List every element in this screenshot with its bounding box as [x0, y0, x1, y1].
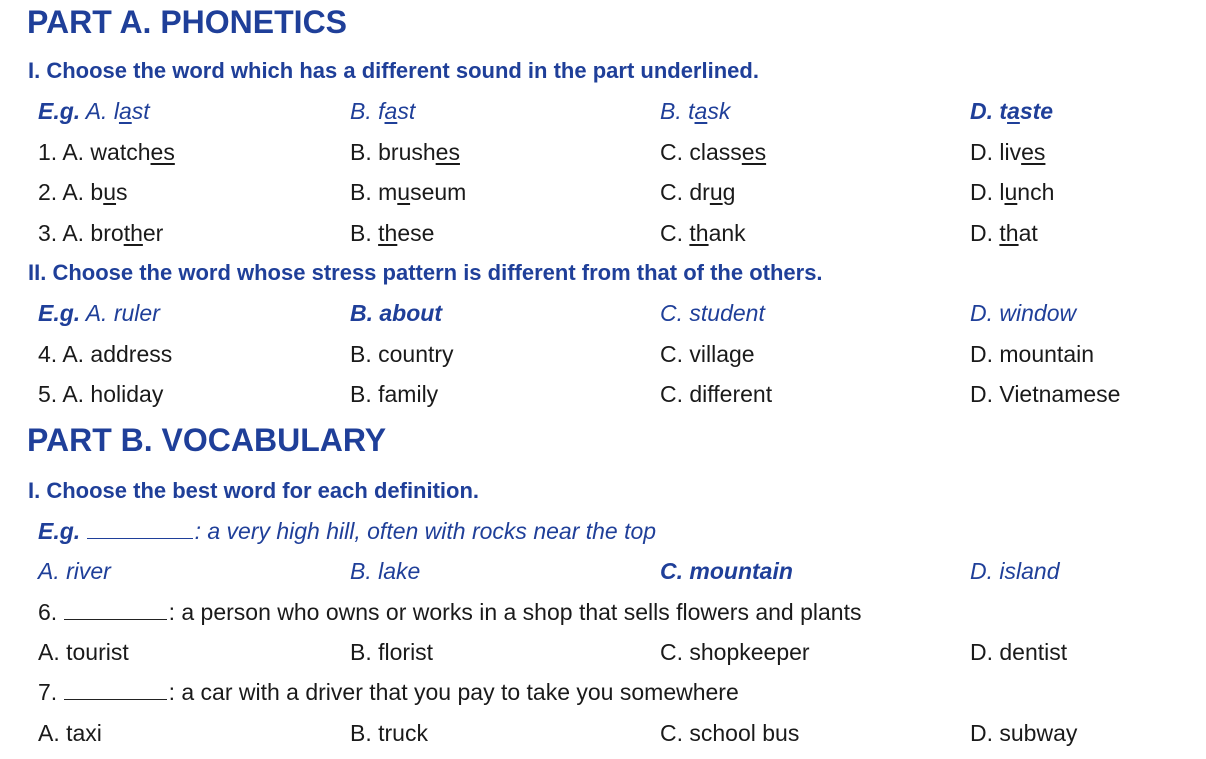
q7-option-b[interactable]: B. truck — [350, 720, 428, 746]
vocab-example-option-b: B. lake — [350, 558, 421, 584]
q5-option-d[interactable]: D. Vietnamese — [970, 381, 1121, 407]
part-b-title: PART B. VOCABULARY — [27, 422, 387, 458]
part-b-instruction-1: I. Choose the best word for each definition. — [28, 478, 480, 503]
q4-option-c[interactable]: C. village — [660, 341, 755, 367]
question-row-4 — [0, 337, 1206, 371]
q6-definition: 6. : a person who owns or works in a shop that sells flowers and plants — [38, 595, 862, 629]
example-option-a: E.g. A. last — [38, 98, 150, 124]
part-a-instruction-2: II. Choose the word whose stress pattern is different from that of the others. — [28, 260, 823, 285]
question-row-3 — [0, 216, 1206, 250]
vocab-example-option-d: D. island — [970, 558, 1060, 584]
q6-options — [0, 635, 1206, 669]
q6-option-d[interactable]: D. dentist — [970, 639, 1068, 665]
q2-option-d[interactable]: D. lunch — [970, 179, 1055, 205]
example-label: E.g. — [38, 98, 81, 124]
part-a-instruction-1: I. Choose the word which has a different sound in the part underlined. — [28, 58, 759, 83]
question-row-5 — [0, 377, 1206, 411]
q6-option-b[interactable]: B. florist — [350, 639, 434, 665]
vocab-example-option-c-answer: C. mountain — [660, 558, 793, 584]
q5-option-a[interactable]: 5. A. holiday — [38, 381, 164, 407]
q7-option-a[interactable]: A. taxi — [38, 720, 102, 746]
stress-example-option-a: E.g. A. ruler — [38, 300, 160, 326]
q4-option-b[interactable]: B. country — [350, 341, 454, 367]
phonetics-example-row — [0, 94, 1206, 128]
q3-option-a[interactable]: 3. A. brother — [38, 220, 164, 246]
q7-option-d[interactable]: D. subway — [970, 720, 1078, 746]
stress-example-option-c: C. student — [660, 300, 765, 326]
q2-option-a[interactable]: 2. A. bus — [38, 179, 128, 205]
q7-option-c[interactable]: C. school bus — [660, 720, 800, 746]
example-option-c: B. task — [660, 98, 731, 124]
part-a-title: PART A. PHONETICS — [27, 4, 348, 40]
example-option-b: B. fast — [350, 98, 416, 124]
stress-example-row — [0, 296, 1206, 330]
q3-option-b[interactable]: B. these — [350, 220, 435, 246]
q7-options — [0, 716, 1206, 750]
q5-option-c[interactable]: C. different — [660, 381, 773, 407]
q5-option-b[interactable]: B. family — [350, 381, 439, 407]
q1-option-c[interactable]: C. classes — [660, 139, 767, 165]
vocab-example-options — [0, 554, 1206, 588]
question-row-2 — [0, 175, 1206, 209]
q2-option-c[interactable]: C. drug — [660, 179, 736, 205]
q3-option-d[interactable]: D. that — [970, 220, 1038, 246]
q1-option-a[interactable]: 1. A. watches — [38, 139, 175, 165]
example-option-d-answer: D. taste — [970, 98, 1054, 124]
question-row-1 — [0, 135, 1206, 169]
q4-option-d[interactable]: D. mountain — [970, 341, 1095, 367]
example-blank — [87, 514, 193, 539]
q7-definition: 7. : a car with a driver that you pay to take you somewhere — [38, 675, 739, 709]
vocab-example-definition: E.g. : a very high hill, often with rocks near the top — [38, 514, 656, 548]
q6-blank[interactable] — [64, 595, 167, 620]
q2-option-b[interactable]: B. museum — [350, 179, 467, 205]
q1-option-b[interactable]: B. brushes — [350, 139, 460, 165]
q4-option-a[interactable]: 4. A. address — [38, 341, 173, 367]
q7-blank[interactable] — [64, 675, 167, 700]
q3-option-c[interactable]: C. thank — [660, 220, 746, 246]
q6-option-a[interactable]: A. tourist — [38, 639, 129, 665]
vocab-example-option-a: A. river — [38, 558, 111, 584]
stress-example-option-d: D. window — [970, 300, 1077, 326]
q1-option-d[interactable]: D. lives — [970, 139, 1046, 165]
stress-example-option-b-answer: B. about — [350, 300, 442, 326]
q6-option-c[interactable]: C. shopkeeper — [660, 639, 810, 665]
